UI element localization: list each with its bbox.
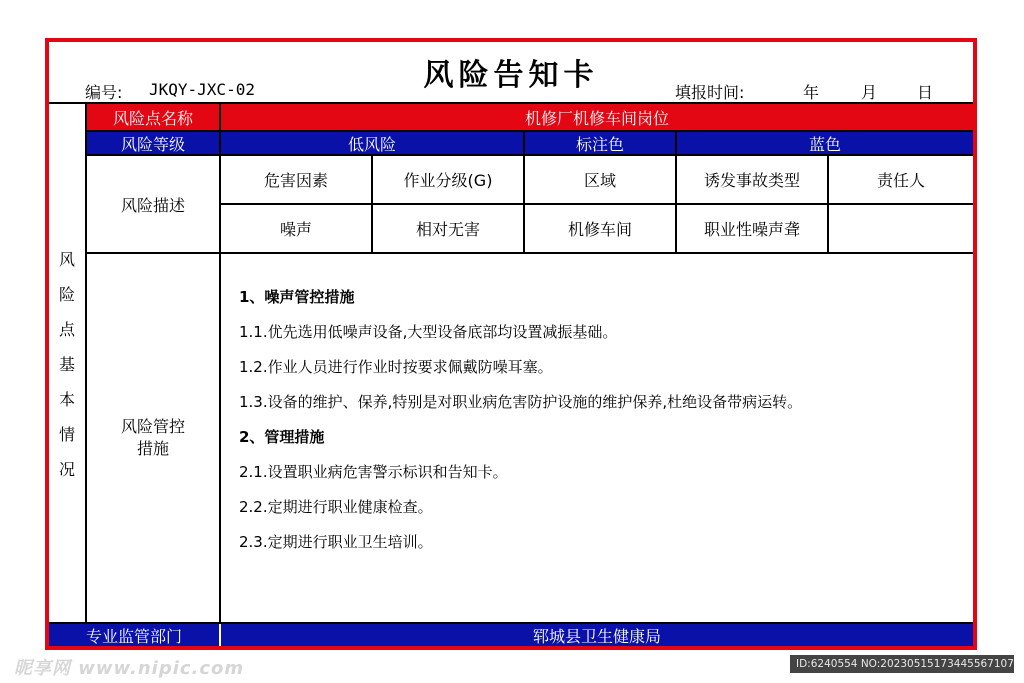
- grid-line: [87, 154, 973, 156]
- side-char: 险: [58, 284, 75, 304]
- risk-point-name-label: 风险点名称: [87, 104, 219, 130]
- grid-line: [87, 252, 973, 254]
- risk-notice-card: [45, 38, 977, 650]
- grid-line: [49, 622, 973, 624]
- description-value-area: 机修车间: [567, 220, 632, 239]
- grid-line: [219, 104, 221, 624]
- side-char: 点: [58, 319, 75, 339]
- year-label: 年: [803, 83, 820, 102]
- description-value-hazard: 噪声: [279, 220, 312, 239]
- side-char: 基: [58, 354, 75, 374]
- description-header-responsible: 责任人: [876, 171, 925, 190]
- side-char: 本: [58, 389, 75, 409]
- measure-heading-noise: 1、噪声管控措施: [239, 288, 355, 306]
- measure-item: 2.3.定期进行职业卫生培训。: [239, 533, 433, 551]
- doc-number-label: 编号:: [85, 83, 123, 102]
- measure-item: 2.1.设置职业病危害警示标识和告知卡。: [239, 463, 508, 481]
- measure-item: 1.1.优先选用低噪声设备,大型设备底部均设置减振基础。: [239, 323, 618, 341]
- supervision-dept-value: 郓城县卫生健康局: [221, 624, 973, 646]
- control-measures-label-line1: 风险管控: [120, 417, 185, 436]
- description-value-accident-type: 职业性噪声聋: [703, 220, 800, 239]
- control-measures-label-line2: 措施: [136, 439, 169, 458]
- grid-line: [87, 130, 973, 132]
- measure-item: 2.2.定期进行职业健康检查。: [239, 498, 433, 516]
- grid-line: [221, 203, 973, 205]
- grid-line: [827, 156, 829, 252]
- grid-line: [675, 132, 677, 154]
- supervision-dept-label: 专业监管部门: [49, 624, 219, 646]
- grid-line: [523, 132, 525, 154]
- day-label: 日: [917, 83, 934, 102]
- risk-level-label: 风险等级: [87, 132, 219, 154]
- grid-line: [523, 156, 525, 252]
- control-measures-label: [87, 254, 219, 622]
- description-header-grade: 作业分级(G): [403, 171, 493, 190]
- watermark-logo: 昵享网 www.nipic.com: [14, 658, 245, 679]
- description-header-hazard: 危害因素: [263, 171, 328, 190]
- grid-line: [675, 156, 677, 252]
- month-label: 月: [861, 83, 878, 102]
- mark-color-label: 标注色: [525, 132, 675, 154]
- mark-color-value: 蓝色: [677, 132, 973, 154]
- side-char: 情: [58, 424, 75, 444]
- description-header-area: 区域: [583, 171, 616, 190]
- card-title: 风险告知卡: [423, 58, 599, 93]
- description-header-accident-type: 诱发事故类型: [703, 171, 800, 190]
- measure-item: 1.3.设备的维护、保养,特别是对职业病危害防护设施的维护保养,杜绝设备带病运转。: [239, 393, 803, 411]
- measure-item: 1.2.作业人员进行作业时按要求佩戴防噪耳塞。: [239, 358, 553, 376]
- risk-description-label: 风险描述: [120, 195, 185, 215]
- description-value-grade: 相对无害: [415, 220, 480, 239]
- fill-time-label: 填报时间:: [675, 83, 745, 102]
- risk-point-name-value: 机修厂机修车间岗位: [221, 104, 973, 130]
- watermark-id: ID:6240554 NO:20230515173445567107: [790, 655, 1014, 673]
- side-char: 风: [58, 249, 75, 269]
- measure-heading-management: 2、管理措施: [239, 428, 325, 446]
- grid-line: [371, 156, 373, 252]
- doc-number-value: JKQY-JXC-02: [149, 80, 255, 99]
- side-label-column: [49, 104, 85, 622]
- risk-level-value: 低风险: [221, 132, 523, 154]
- grid-line: [85, 104, 87, 624]
- side-char: 况: [58, 459, 75, 479]
- description-value-responsible: [829, 205, 973, 252]
